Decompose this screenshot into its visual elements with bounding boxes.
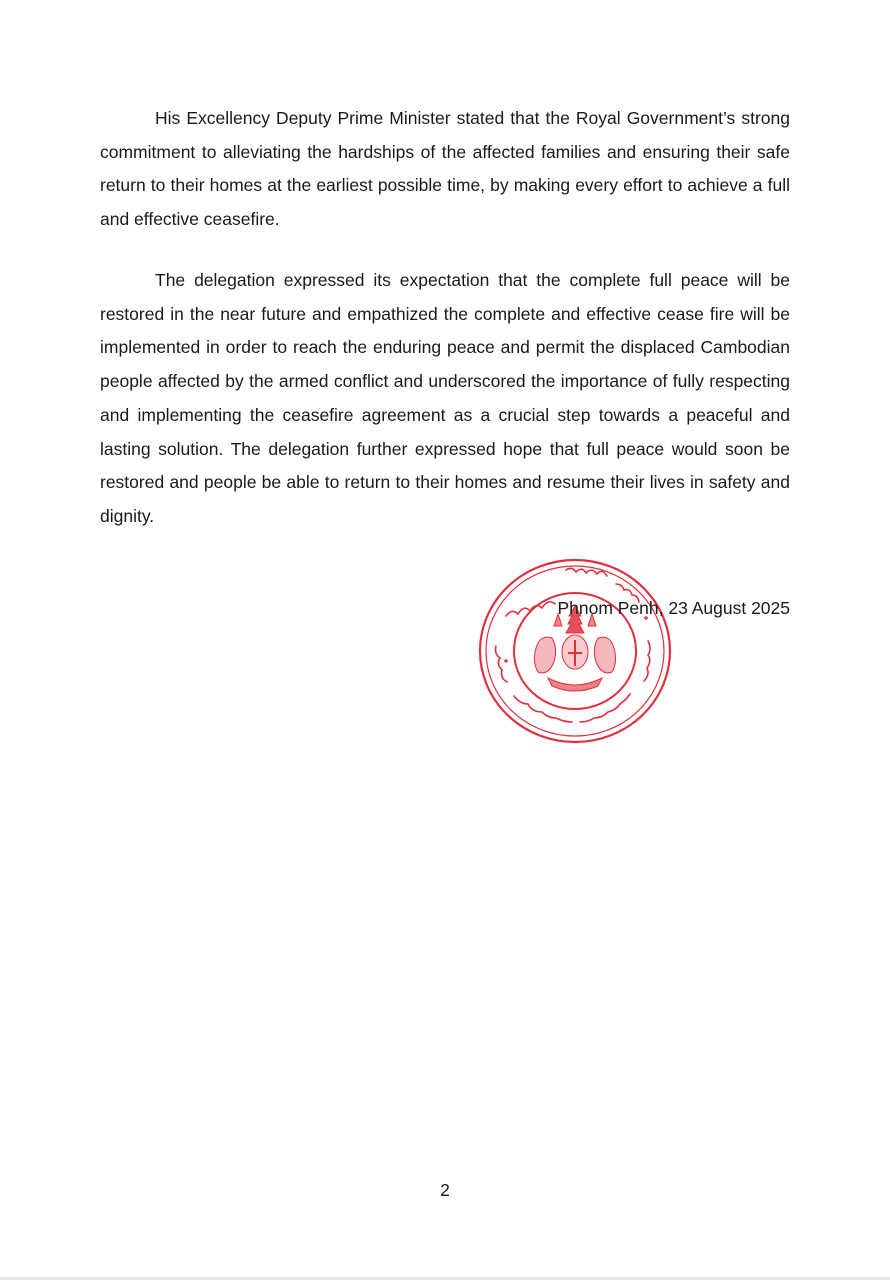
place-date: Phnom Penh, 23 August 2025 [557,598,790,618]
official-seal-icon [476,556,674,746]
page-number: 2 [440,1180,450,1200]
paragraph-2: The delegation expressed its expectation that the complete full peace will be restored in the near future and empathized the complete and effective cease fire will be implemented in order to reach the enduring peace and permit the displaced Cambodian people affected by the armed conflict and underscored the importance of fully respecting and implementing the ceasefire agreement as a crucial step towards a peaceful and lasting solution. The delegation further expressed hope that full peace would soon be restored and people be able to return to their homes and resume their lives in safety and dignity. [100,270,790,526]
paragraph-1: His Excellency Deputy Prime Minister stated that the Royal Government’s strong commitment to alleviating the hardships of the affected families and ensuring their safe return to their homes at the earliest possible time, by making every effort to achieve a full and effective ceasefire. [100,108,790,230]
